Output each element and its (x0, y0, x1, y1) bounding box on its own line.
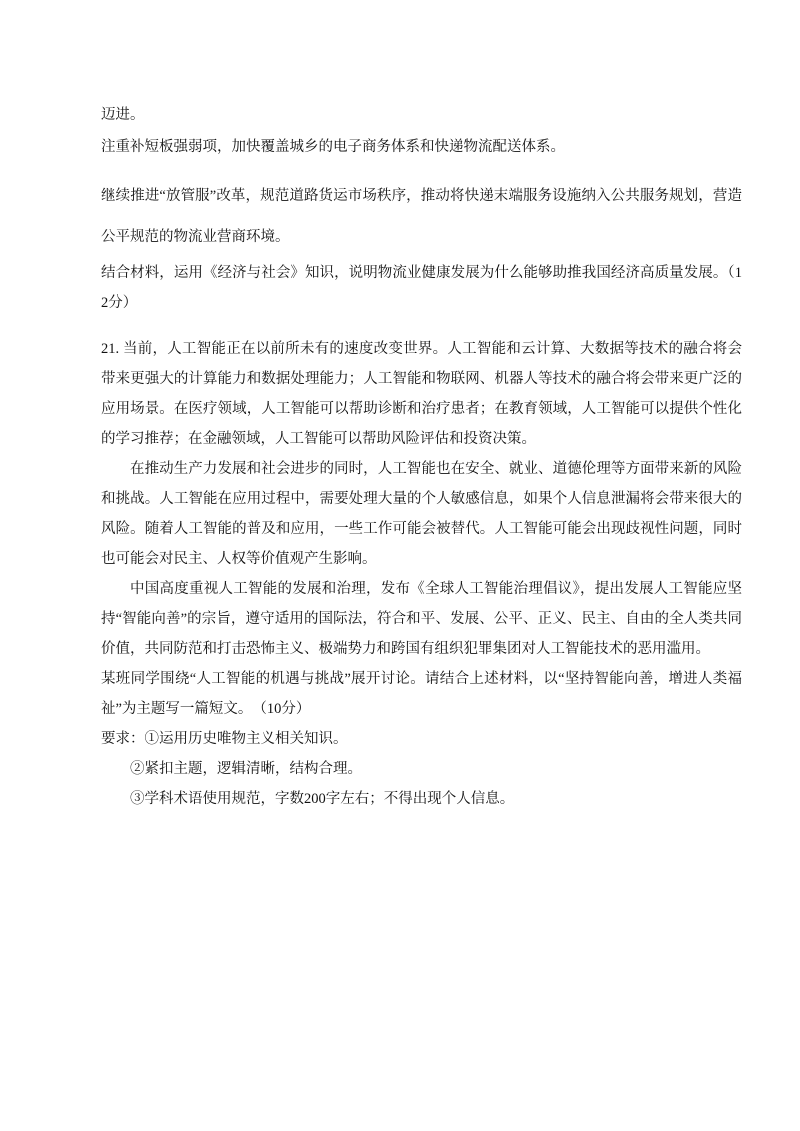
material-point-logistics-1: 注重补短板强弱项，加快覆盖城乡的电子商务体系和快递物流配送体系。 (101, 139, 565, 155)
carryover-line: 迈进。 (101, 107, 145, 123)
question-21-material-3: 中国高度重视人工智能的发展和治理，发布《全球人工智能治理倡议》，提出发展人工智能应坚持“智能向善”的宗旨，遵守适用的国际法，符合和平、发展、公平、正义、民主、自由的全人类共同价值，共同防范和打击恐怖主义、极端势力和跨国有组织犯罪集团对人工智能技术的恶用滥用。 (101, 581, 742, 657)
question-20-prompt: 结合材料，运用《经济与社会》知识，说明物流业健康发展为什么能够助推我国经济高质量发展。（12分） (101, 265, 742, 311)
question-21-task: 某班同学围绕“人工智能的机遇与挑战”展开讨论。请结合上述材料，以“坚持智能向善，增进人类福祉”为主题写一篇短文。 （10分） (101, 671, 742, 717)
requirements-line-1: 要求：①运用历史唯物主义相关知识。 (101, 731, 348, 747)
question-21-material-2: 在推动生产力发展和社会进步的同时，人工智能也在安全、就业、道德伦理等方面带来新的风险和挑战。人工智能在应用过程中，需要处理大量的个人敏感信息，如果个人信息泄漏将会带来很大的风险。随着人工智能的普及和应用，一些工作可能会被替代。人工智能可能会出现歧视性问题，同时也可能会对民主、人权等价值观产生影响。 (101, 461, 742, 567)
requirements-line-2: ②紧扣主题，逻辑清晰，结构合理。 (130, 761, 362, 777)
question-21-material-1: 21. 当前，人工智能正在以前所未有的速度改变世界。人工智能和云计算、大数据等技术的融合将会带来更强大的计算能力和数据处理能力；人工智能和物联网、机器人等技术的融合将会带来更广泛的应用场景。在医疗领域，人工智能可以帮助诊断和治疗患者；在教育领域，人工智能可以提供个性化的学习推荐；在金融领域，人工智能可以帮助风险评估和投资决策。 (101, 341, 742, 447)
requirements-line-3: ③学科术语使用规范，字数200字左右；不得出现个人信息。 (130, 791, 515, 807)
material-point-logistics-2: 继续推进“放管服”改革，规范道路货运市场秩序，推动将快递末端服务设施纳入公共服务规划，营造公平规范的物流业营商环境。 (101, 188, 742, 245)
